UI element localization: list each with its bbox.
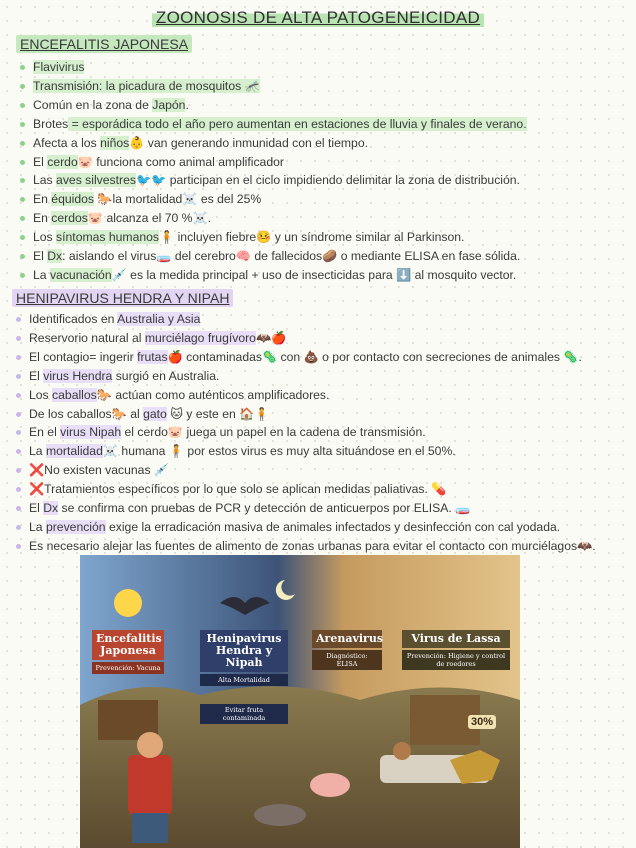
list-item bbox=[14, 537, 632, 556]
list-item-text: Reservorio natural al bbox=[29, 330, 145, 345]
list-item-text: 💉 es la medida principal + uso de insecticidas para ⬇️ al mosquito vector. bbox=[111, 267, 517, 282]
list-item bbox=[18, 115, 628, 134]
illustration-scene bbox=[80, 555, 520, 848]
list-item-text: caballos bbox=[52, 387, 97, 402]
list-item bbox=[18, 228, 628, 247]
panel-lassa-sub: Prevención: Higiene y control de roedores bbox=[402, 650, 510, 670]
list-item-text: En el bbox=[29, 425, 61, 440]
list-item-text: 👶 van generando inmunidad con el tiempo. bbox=[129, 135, 368, 150]
list-item-text: Dx bbox=[43, 501, 59, 516]
list-item-text: ☠️ humana 🧍 por estos virus es muy alta situándose en el 50%. bbox=[102, 444, 456, 459]
list-item-text: 🐎 actúan como auténticos amplificadores. bbox=[96, 387, 330, 402]
list-item-text: En bbox=[33, 211, 52, 226]
mortality-badge: 30% bbox=[468, 715, 496, 729]
list-item-text: 🐦🐦 participan en el ciclo impidiendo delimitar la zona de distribución. bbox=[135, 173, 520, 188]
pig-shape bbox=[310, 773, 350, 797]
list-item-text: Dx bbox=[47, 249, 63, 264]
list-item-text: cerdos bbox=[51, 211, 88, 226]
list-item-text: En bbox=[33, 192, 52, 207]
list-item bbox=[18, 96, 628, 115]
list-item-text: medidas paliativas bbox=[324, 482, 425, 497]
list-item-text: . bbox=[185, 97, 189, 112]
list-item bbox=[14, 480, 632, 499]
panel-henipavirus-extra: Evitar fruta contaminada bbox=[200, 704, 288, 724]
list-item-text: virus Nipah bbox=[60, 425, 122, 440]
list-item-text: De los caballos🐎 al bbox=[29, 406, 144, 421]
list-item bbox=[14, 367, 632, 386]
list-item-text: Afecta a los bbox=[33, 135, 101, 150]
list-item bbox=[18, 58, 628, 77]
list-item-text: Las bbox=[33, 173, 57, 188]
list-item bbox=[14, 405, 632, 424]
list-item-text: Flavivirus bbox=[33, 60, 85, 74]
panel-henipavirus-sub: Alta Mortalidad bbox=[200, 674, 288, 686]
list-item-text: 🐱 y este en 🏠🧍 bbox=[166, 406, 270, 421]
list-item-text: síntomas humanos bbox=[56, 230, 160, 245]
list-item bbox=[18, 247, 628, 266]
list-item-text: Los bbox=[29, 387, 53, 402]
list-item-text: Australia y Asia bbox=[117, 312, 201, 326]
panel-lassa-title: Virus de Lassa bbox=[402, 630, 510, 648]
list-item-text: équidos bbox=[51, 192, 94, 207]
zoonosis-illustration bbox=[80, 555, 520, 848]
list-item-text: aves silvestres bbox=[56, 173, 136, 188]
list-item-text: se confirma con pruebas de PCR y detección de anticuerpos por ELISA. 🧫 bbox=[58, 501, 471, 516]
list-item-text: 🐷 alcanza el 70 %☠️. bbox=[87, 211, 212, 226]
list-item-text: La bbox=[29, 519, 46, 534]
list-item bbox=[18, 171, 628, 190]
list-item-text: 🐷 funciona como animal amplificador bbox=[77, 154, 284, 169]
list-item-text: cerdo bbox=[47, 154, 78, 169]
list-item bbox=[14, 442, 632, 461]
list-item bbox=[14, 461, 632, 480]
list-item-text: 🦇🍎 bbox=[255, 330, 287, 345]
list-item-text: Japón bbox=[152, 97, 186, 112]
list-item-text: El bbox=[29, 501, 44, 516]
sun-shape bbox=[114, 589, 142, 617]
list-item-text: El bbox=[33, 154, 48, 169]
panel-arenavirus-sub: Diagnóstico: ELISA bbox=[312, 650, 382, 670]
section-heading-henipavirus: HENIPAVIRUS HENDRA Y NIPAH bbox=[12, 290, 233, 306]
list-item-text: ❌No existen vacunas 💉 bbox=[29, 463, 170, 478]
henipavirus-list bbox=[14, 310, 632, 556]
list-item-text: Identificados en bbox=[29, 312, 118, 326]
list-item-text: El contagio= ingerir bbox=[29, 349, 138, 364]
list-item-text: Común en la zona de bbox=[33, 97, 153, 112]
page-title: ZOONOSIS DE ALTA PATOGENEICIDAD bbox=[0, 8, 636, 28]
list-item-text: . 💊 bbox=[424, 482, 447, 497]
list-item-text: El bbox=[29, 368, 44, 383]
list-item-text: murciélago frugívoro bbox=[144, 330, 256, 345]
list-item-text: Es necesario alejar las fuentes de alimento de zonas urbanas para evitar el contacto con murciélagos🦇. bbox=[29, 538, 596, 553]
list-item-text: exige la erradicación masiva de animales infectados y desinfección con cal yodada. bbox=[105, 519, 561, 534]
list-item-text: el cerdo🐷 juega un papel en la cadena de transmisión. bbox=[121, 425, 426, 440]
list-item-text: 🍎 contaminadas🦠 con 💩 o por contacto con secreciones de animales 🦠. bbox=[167, 349, 582, 364]
list-item-text: surgió en Australia. bbox=[112, 368, 220, 383]
list-item-text: gato bbox=[143, 406, 167, 421]
panel-henipavirus-title: Henipavirus Hendra y Nipah bbox=[200, 630, 288, 672]
list-item bbox=[18, 266, 628, 285]
panel-arenavirus-title: Arenavirus bbox=[312, 630, 382, 648]
list-item bbox=[18, 209, 628, 228]
list-item bbox=[14, 329, 632, 348]
list-item bbox=[14, 310, 632, 329]
list-item-text: = esporádica todo el año pero aumentan en estaciones de lluvia y finales de verano. bbox=[68, 116, 527, 131]
list-item-text: la picadura de mosquitos 🦟 bbox=[102, 78, 260, 93]
list-item-text: El bbox=[33, 249, 48, 264]
list-item-text: virus Hendra bbox=[43, 368, 113, 383]
list-item-text: niños bbox=[100, 135, 130, 150]
list-item bbox=[18, 77, 628, 96]
list-item-text: 🐎la mortalidad☠️ es del 25% bbox=[94, 192, 262, 207]
list-item bbox=[14, 386, 632, 405]
list-item-text: Los bbox=[33, 230, 57, 245]
list-item-text: frutas bbox=[137, 349, 168, 364]
list-item-text: La bbox=[33, 267, 50, 282]
list-item bbox=[14, 518, 632, 537]
list-item-text: vacunación bbox=[49, 267, 112, 282]
list-item-text: Brotes bbox=[33, 116, 69, 131]
section-heading-encefalitis: ENCEFALITIS JAPONESA bbox=[16, 36, 192, 52]
panel-encefalitis-title: Encefalitis Japonesa bbox=[92, 630, 164, 660]
list-item-text: prevención bbox=[45, 519, 106, 534]
list-item-text: La bbox=[29, 444, 46, 459]
list-item bbox=[18, 190, 628, 209]
list-item bbox=[18, 134, 628, 153]
list-item bbox=[14, 499, 632, 518]
list-item-text: ❌Tratamientos específicos por lo que solo se aplican bbox=[29, 482, 325, 497]
rat-shape bbox=[254, 804, 306, 826]
list-item-text: mortalidad bbox=[45, 444, 103, 459]
list-item-text: 🧍 incluyen fiebre🤒 y un síndrome similar al Parkinson. bbox=[159, 230, 465, 245]
list-item bbox=[18, 153, 628, 172]
list-item bbox=[14, 423, 632, 442]
list-item bbox=[14, 348, 632, 367]
list-item-text: : aislando el virus🧫 del cerebro🧠 de fallecidos🥔 o mediante ELISA en fase sólida. bbox=[62, 249, 521, 264]
panel-encefalitis-sub: Prevención: Vacuna bbox=[92, 662, 164, 674]
encefalitis-list bbox=[18, 58, 628, 285]
list-item-text: Transmisión: bbox=[33, 78, 103, 93]
